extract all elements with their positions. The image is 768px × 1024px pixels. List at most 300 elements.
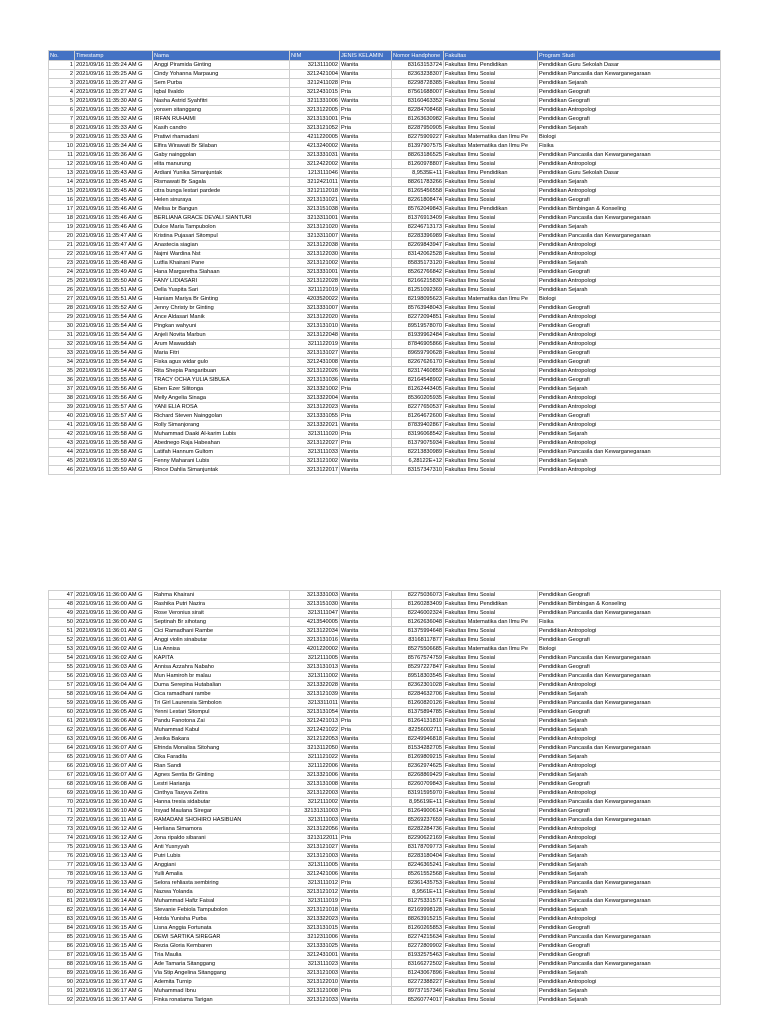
table-row — [49, 196, 721, 205]
cell-no: 65 — [49, 753, 75, 762]
cell-jenis-kelamin: Wanita — [340, 690, 392, 699]
cell-no: 4 — [49, 88, 75, 97]
cell-timestamp: 2021/09/16 11:35:54 AM G — [75, 313, 153, 322]
cell-nim: 3213121027 — [290, 843, 340, 852]
cell-nim: 3213131015 — [290, 924, 340, 933]
cell-jenis-kelamin: Wanita — [340, 466, 392, 475]
cell-jenis-kelamin: Wanita — [340, 654, 392, 663]
cell-no: 45 — [49, 457, 75, 466]
table-row — [49, 241, 721, 250]
cell-no: 7 — [49, 115, 75, 124]
cell-fakultas: Fakultas Ilmu Sosial — [444, 367, 538, 376]
cell-no: 18 — [49, 214, 75, 223]
cell-jenis-kelamin: Wanita — [340, 331, 392, 340]
cell-nomor-handphone: 81376913409 — [392, 214, 444, 223]
cell-timestamp: 2021/09/16 11:35:47 AM G — [75, 232, 153, 241]
cell-nama: Gaby nainggolan — [153, 151, 290, 160]
cell-timestamp: 2021/09/16 11:36:05 AM G — [75, 708, 153, 717]
cell-program-studi: Pendidikan Sejarah — [538, 457, 721, 466]
cell-nama: Najmi Wardina Nst — [153, 250, 290, 259]
cell-nama: Anggiani — [153, 861, 290, 870]
cell-program-studi: Pendidikan Sejarah — [538, 726, 721, 735]
cell-fakultas: Fakultas Ilmu Sosial — [444, 358, 538, 367]
cell-nama: Iqbal Ilvaldo — [153, 88, 290, 97]
cell-no: 70 — [49, 798, 75, 807]
cell-nim: 3213121002 — [290, 457, 340, 466]
cell-nama: Yenni Lestari Sitompul — [153, 708, 290, 717]
cell-timestamp: 2021/09/16 11:36:07 AM G — [75, 753, 153, 762]
cell-nim: 3213131008 — [290, 780, 340, 789]
cell-timestamp: 2021/09/16 11:35:54 AM G — [75, 358, 153, 367]
cell-nim: 3213121052 — [290, 124, 340, 133]
cell-program-studi: Pendidikan Sejarah — [538, 843, 721, 852]
table-row — [49, 771, 721, 780]
cell-fakultas: Fakultas Ilmu Sosial — [444, 852, 538, 861]
cell-no: 28 — [49, 304, 75, 313]
cell-no: 89 — [49, 969, 75, 978]
cell-program-studi: Pendidikan Antropologi — [538, 627, 721, 636]
cell-no: 3 — [49, 79, 75, 88]
cell-nomor-handphone: 81262636048 — [392, 618, 444, 627]
cell-nama: Latifah Hannum Gultom — [153, 448, 290, 457]
cell-nomor-handphone: 82246713173 — [392, 223, 444, 232]
table-row — [49, 79, 721, 88]
cell-no: 90 — [49, 978, 75, 987]
cell-nim: 3213122030 — [290, 250, 340, 259]
cell-no: 31 — [49, 331, 75, 340]
cell-nomor-handphone: 88261783266 — [392, 178, 444, 187]
cell-no: 58 — [49, 690, 75, 699]
cell-nim: 3213111019 — [290, 897, 340, 906]
cell-jenis-kelamin: Wanita — [340, 241, 392, 250]
cell-timestamp: 2021/09/16 11:35:43 AM G — [75, 169, 153, 178]
cell-fakultas: Fakultas Ilmu Sosial — [444, 466, 538, 475]
cell-nim: 3213331025 — [290, 942, 340, 951]
cell-fakultas: Fakultas Ilmu Sosial — [444, 897, 538, 906]
cell-timestamp: 2021/09/16 11:35:45 AM G — [75, 196, 153, 205]
cell-nim: 3213121012 — [290, 888, 340, 897]
cell-nama: Lutfia Khairani Pane — [153, 259, 290, 268]
cell-jenis-kelamin: Wanita — [340, 448, 392, 457]
cell-timestamp: 2021/09/16 11:35:32 AM G — [75, 115, 153, 124]
cell-nim: 3213311001 — [290, 214, 340, 223]
cell-program-studi: Pendidikan Antropologi — [538, 394, 721, 403]
cell-timestamp: 2021/09/16 11:35:46 AM G — [75, 214, 153, 223]
cell-program-studi: Pendidikan Antropologi — [538, 915, 721, 924]
cell-nim: 3213121020 — [290, 223, 340, 232]
cell-nama: Cici Ramadhani Rambe — [153, 627, 290, 636]
cell-program-studi: Pendidikan Sejarah — [538, 259, 721, 268]
cell-jenis-kelamin: Wanita — [340, 196, 392, 205]
cell-fakultas: Fakultas Ilmu Sosial — [444, 376, 538, 385]
cell-nim: 3213131010 — [290, 322, 340, 331]
cell-timestamp: 2021/09/16 11:36:13 AM G — [75, 870, 153, 879]
cell-timestamp: 2021/09/16 11:36:16 AM G — [75, 969, 153, 978]
cell-no: 62 — [49, 726, 75, 735]
cell-fakultas: Fakultas Matematika dan Ilmu Pe — [444, 645, 538, 654]
cell-nomor-handphone: 81260265853 — [392, 924, 444, 933]
cell-fakultas: Fakultas Ilmu Sosial — [444, 268, 538, 277]
table-row — [49, 780, 721, 789]
cell-nama: Hana Margaretha Siahaan — [153, 268, 290, 277]
cell-nomor-handphone: 82275909227 — [392, 133, 444, 142]
cell-fakultas: Fakultas Ilmu Sosial — [444, 591, 538, 600]
table-row — [49, 304, 721, 313]
cell-nama: Cindy Yohanna Marpaung — [153, 70, 290, 79]
cell-no: 14 — [49, 178, 75, 187]
cell-fakultas: Fakultas Ilmu Sosial — [444, 789, 538, 798]
cell-nama: IRFAN RUHAIMI — [153, 115, 290, 124]
cell-jenis-kelamin: Wanita — [340, 942, 392, 951]
cell-nama: Muhammad Daaki Al-karim Lubis — [153, 430, 290, 439]
cell-nama: Muhammad Hafiz Faisal — [153, 897, 290, 906]
table-row — [49, 636, 721, 645]
cell-nomor-handphone: 82284708468 — [392, 106, 444, 115]
table-row — [49, 457, 721, 466]
cell-program-studi: Pendidikan Sejarah — [538, 906, 721, 915]
cell-nomor-handphone: 82164548902 — [392, 376, 444, 385]
cell-nim: 3212411028 — [290, 79, 340, 88]
cell-nomor-handphone: 82282284736 — [392, 825, 444, 834]
cell-nim: 3213121039 — [290, 690, 340, 699]
cell-no: 13 — [49, 169, 75, 178]
table-body-page-2 — [49, 591, 721, 1005]
cell-nomor-handphone: 82361435753 — [392, 879, 444, 888]
cell-program-studi: Pendidikan Sejarah — [538, 124, 721, 133]
cell-jenis-kelamin: Pria — [340, 717, 392, 726]
cell-program-studi: Pendidikan Pancasila dan Kewarganegaraan — [538, 70, 721, 79]
cell-nama: Della Yuspita Sari — [153, 286, 290, 295]
cell-timestamp: 2021/09/16 11:35:30 AM G — [75, 97, 153, 106]
cell-program-studi: Pendidikan Pancasila dan Kewarganegaraan — [538, 214, 721, 223]
cell-nama: Dulce Maria Tampubolon — [153, 223, 290, 232]
cell-no: 76 — [49, 852, 75, 861]
table-row — [49, 61, 721, 70]
cell-jenis-kelamin: Wanita — [340, 421, 392, 430]
cell-no: 60 — [49, 708, 75, 717]
cell-timestamp: 2021/09/16 11:35:33 AM G — [75, 124, 153, 133]
cell-nama: BERLIANA GRACE DEVALI SIANTURI — [153, 214, 290, 223]
cell-nomor-handphone: 82283180404 — [392, 852, 444, 861]
cell-no: 50 — [49, 618, 75, 627]
cell-timestamp: 2021/09/16 11:35:47 AM G — [75, 241, 153, 250]
cell-fakultas: Fakultas Ilmu Sosial — [444, 88, 538, 97]
cell-nim: 3213122020 — [290, 313, 340, 322]
cell-nim: 3212421004 — [290, 70, 340, 79]
cell-timestamp: 2021/09/16 11:35:58 AM G — [75, 421, 153, 430]
cell-fakultas: Fakultas Ilmu Sosial — [444, 286, 538, 295]
cell-nomor-handphone: 85360205935 — [392, 394, 444, 403]
cell-nim: 3213111002 — [290, 672, 340, 681]
cell-no: 24 — [49, 268, 75, 277]
cell-fakultas: Fakultas Ilmu Sosial — [444, 124, 538, 133]
cell-program-studi: Pendidikan Antropologi — [538, 681, 721, 690]
cell-nomor-handphone: 82260709843 — [392, 780, 444, 789]
cell-program-studi: Pendidikan Antropologi — [538, 834, 721, 843]
cell-program-studi: Pendidikan Sejarah — [538, 870, 721, 879]
header-nim: NIM — [290, 51, 340, 61]
cell-program-studi: Pendidikan Geografi — [538, 358, 721, 367]
cell-program-studi: Pendidikan Antropologi — [538, 789, 721, 798]
cell-nomor-handphone: 82272388227 — [392, 978, 444, 987]
cell-nama: Irsyad Maulana Siregar — [153, 807, 290, 816]
cell-fakultas: Fakultas Ilmu Sosial — [444, 654, 538, 663]
cell-fakultas: Fakultas Ilmu Sosial — [444, 636, 538, 645]
cell-program-studi: Pendidikan Geografi — [538, 412, 721, 421]
cell-jenis-kelamin: Wanita — [340, 681, 392, 690]
cell-program-studi: Pendidikan Antropologi — [538, 187, 721, 196]
cell-nim: 3213122010 — [290, 978, 340, 987]
cell-fakultas: Fakultas Ilmu Pendidikan — [444, 205, 538, 214]
cell-no: 44 — [49, 448, 75, 457]
cell-no: 73 — [49, 825, 75, 834]
cell-nim: 3213122003 — [290, 789, 340, 798]
header-nomor-handphone: Nomor Handphone — [392, 51, 444, 61]
table-row — [49, 591, 721, 600]
cell-jenis-kelamin: Wanita — [340, 600, 392, 609]
cell-jenis-kelamin: Wanita — [340, 268, 392, 277]
cell-no: 69 — [49, 789, 75, 798]
header-nama: Nama — [153, 51, 290, 61]
cell-fakultas: Fakultas Ilmu Sosial — [444, 780, 538, 789]
cell-jenis-kelamin: Wanita — [340, 142, 392, 151]
cell-fakultas: Fakultas Ilmu Pendidikan — [444, 169, 538, 178]
table-row — [49, 609, 721, 618]
cell-no: 77 — [49, 861, 75, 870]
table-row — [49, 762, 721, 771]
cell-program-studi: Pendidikan Pancasila dan Kewarganegaraan — [538, 879, 721, 888]
cell-no: 9 — [49, 133, 75, 142]
cell-nomor-handphone: 83166272502 — [392, 960, 444, 969]
cell-timestamp: 2021/09/16 11:36:03 AM G — [75, 663, 153, 672]
cell-nama: Helen sinuraya — [153, 196, 290, 205]
cell-no: 72 — [49, 816, 75, 825]
cell-program-studi: Pendidikan Pancasila dan Kewarganegaraan — [538, 609, 721, 618]
cell-timestamp: 2021/09/16 11:35:25 AM G — [75, 70, 153, 79]
cell-nim: 3213121033 — [290, 996, 340, 1005]
cell-nama: Rince Dahlia Simanjuntak — [153, 466, 290, 475]
table-row — [49, 654, 721, 663]
cell-no: 21 — [49, 241, 75, 250]
header-jenis-kelamin: JENIS KELAMIN — [340, 51, 392, 61]
cell-no: 92 — [49, 996, 75, 1005]
cell-nomor-handphone: 85261552568 — [392, 870, 444, 879]
cell-nim: 3212112018 — [290, 187, 340, 196]
cell-nim: 4213540005 — [290, 618, 340, 627]
spreadsheet-table-page-1 — [48, 50, 721, 475]
cell-fakultas: Fakultas Ilmu Sosial — [444, 160, 538, 169]
cell-nomor-handphone: 89737157346 — [392, 987, 444, 996]
table-row — [49, 169, 721, 178]
cell-fakultas: Fakultas Ilmu Sosial — [444, 735, 538, 744]
cell-no: 11 — [49, 151, 75, 160]
cell-no: 74 — [49, 834, 75, 843]
cell-nomor-handphone: 87839402867 — [392, 421, 444, 430]
cell-nim: 3213111002 — [290, 61, 340, 70]
cell-nomor-handphone: 82213830989 — [392, 448, 444, 457]
cell-program-studi: Pendidikan Geografi — [538, 322, 721, 331]
cell-fakultas: Fakultas Ilmu Sosial — [444, 726, 538, 735]
cell-nama: Duma Serepina Hutabalian — [153, 681, 290, 690]
table-row — [49, 70, 721, 79]
cell-no: 29 — [49, 313, 75, 322]
cell-timestamp: 2021/09/16 11:36:15 AM G — [75, 924, 153, 933]
cell-nim: 3213122028 — [290, 277, 340, 286]
cell-nim: 3212421013 — [290, 717, 340, 726]
cell-nomor-handphone: 83178709773 — [392, 843, 444, 852]
cell-jenis-kelamin: Wanita — [340, 403, 392, 412]
cell-jenis-kelamin: Wanita — [340, 852, 392, 861]
cell-program-studi: Biologi — [538, 133, 721, 142]
cell-nomor-handphone: 83191595970 — [392, 789, 444, 798]
cell-nomor-handphone: 87561688007 — [392, 88, 444, 97]
cell-jenis-kelamin: Pria — [340, 879, 392, 888]
cell-fakultas: Fakultas Ilmu Sosial — [444, 717, 538, 726]
cell-nomor-handphone: 8,95619E+11 — [392, 798, 444, 807]
header-no: No. — [49, 51, 75, 61]
cell-fakultas: Fakultas Ilmu Sosial — [444, 753, 538, 762]
cell-fakultas: Fakultas Ilmu Sosial — [444, 834, 538, 843]
cell-fakultas: Fakultas Ilmu Sosial — [444, 214, 538, 223]
cell-nomor-handphone: 83142062528 — [392, 250, 444, 259]
cell-nim: 3213322023 — [290, 915, 340, 924]
cell-nomor-handphone: 85763948043 — [392, 304, 444, 313]
cell-jenis-kelamin: Wanita — [340, 744, 392, 753]
cell-program-studi: Pendidikan Antropologi — [538, 160, 721, 169]
cell-nama: Anggi Piramida Ginting — [153, 61, 290, 70]
table-row — [49, 142, 721, 151]
cell-nama: Mun Hamiroh br malau — [153, 672, 290, 681]
table-row — [49, 106, 721, 115]
cell-jenis-kelamin: Wanita — [340, 699, 392, 708]
cell-nama: Hanna tresia sidabutar — [153, 798, 290, 807]
cell-no: 48 — [49, 600, 75, 609]
table-row — [49, 115, 721, 124]
cell-fakultas: Fakultas Ilmu Sosial — [444, 906, 538, 915]
cell-timestamp: 2021/09/16 11:35:51 AM G — [75, 286, 153, 295]
cell-nomor-handphone: 88263915215 — [392, 915, 444, 924]
table-row — [49, 897, 721, 906]
table-row — [49, 843, 721, 852]
cell-no: 81 — [49, 897, 75, 906]
cell-timestamp: 2021/09/16 11:35:27 AM G — [75, 79, 153, 88]
cell-nim: 3213111023 — [290, 960, 340, 969]
cell-timestamp: 2021/09/16 11:35:50 AM G — [75, 277, 153, 286]
cell-timestamp: 2021/09/16 11:36:15 AM G — [75, 915, 153, 924]
cell-fakultas: Fakultas Ilmu Sosial — [444, 924, 538, 933]
cell-no: 39 — [49, 403, 75, 412]
cell-fakultas: Fakultas Ilmu Pendidikan — [444, 61, 538, 70]
cell-nama: Efrinda Monalisa Sitohang — [153, 744, 290, 753]
cell-nim: 3213322021 — [290, 421, 340, 430]
cell-nim: 3213331055 — [290, 412, 340, 421]
table-row — [49, 987, 721, 996]
cell-timestamp: 2021/09/16 11:35:56 AM G — [75, 394, 153, 403]
cell-timestamp: 2021/09/16 11:36:06 AM G — [75, 735, 153, 744]
cell-fakultas: Fakultas Ilmu Sosial — [444, 771, 538, 780]
cell-program-studi: Pendidikan Pancasila dan Kewarganegaraan — [538, 744, 721, 753]
cell-fakultas: Fakultas Ilmu Sosial — [444, 879, 538, 888]
cell-fakultas: Fakultas Ilmu Sosial — [444, 798, 538, 807]
cell-program-studi: Pendidikan Antropologi — [538, 466, 721, 475]
cell-program-studi: Pendidikan Antropologi — [538, 340, 721, 349]
cell-jenis-kelamin: Wanita — [340, 735, 392, 744]
cell-program-studi: Pendidikan Sejarah — [538, 987, 721, 996]
cell-nama: Sem Purba — [153, 79, 290, 88]
cell-nama: citra bunga lestari pardede — [153, 187, 290, 196]
cell-jenis-kelamin: Wanita — [340, 888, 392, 897]
cell-nomor-handphone: 81939962484 — [392, 331, 444, 340]
cell-nama: Rian Sandi — [153, 762, 290, 771]
cell-program-studi: Pendidikan Sejarah — [538, 430, 721, 439]
cell-no: 25 — [49, 277, 75, 286]
cell-no: 36 — [49, 376, 75, 385]
cell-fakultas: Fakultas Ilmu Sosial — [444, 627, 538, 636]
cell-jenis-kelamin: Wanita — [340, 250, 392, 259]
cell-jenis-kelamin: Wanita — [340, 232, 392, 241]
cell-jenis-kelamin: Pria — [340, 412, 392, 421]
cell-fakultas: Fakultas Ilmu Sosial — [444, 322, 538, 331]
cell-no: 57 — [49, 681, 75, 690]
table-row — [49, 627, 721, 636]
table-row — [49, 789, 721, 798]
cell-nim: 3213131054 — [290, 708, 340, 717]
cell-program-studi: Pendidikan Antropologi — [538, 106, 721, 115]
cell-timestamp: 2021/09/16 11:36:10 AM G — [75, 798, 153, 807]
cell-nama: Nazwa Yolanda — [153, 888, 290, 897]
cell-nama: Maria Fitri — [153, 349, 290, 358]
cell-program-studi: Pendidikan Sejarah — [538, 717, 721, 726]
cell-timestamp: 2021/09/16 11:36:00 AM G — [75, 618, 153, 627]
cell-timestamp: 2021/09/16 11:36:17 AM G — [75, 987, 153, 996]
cell-no: 49 — [49, 609, 75, 618]
cell-nomor-handphone: 85260774017 — [392, 996, 444, 1005]
cell-nim: 3213122048 — [290, 331, 340, 340]
cell-nama: Putri Lubis — [153, 852, 290, 861]
cell-program-studi: Pendidikan Antropologi — [538, 825, 721, 834]
cell-no: 19 — [49, 223, 75, 232]
cell-nama: Tria Maulia — [153, 951, 290, 960]
cell-jenis-kelamin: Wanita — [340, 277, 392, 286]
cell-timestamp: 2021/09/16 11:35:40 AM G — [75, 160, 153, 169]
cell-program-studi: Fisika — [538, 618, 721, 627]
cell-nama: Haniam Mariya Br Ginting — [153, 295, 290, 304]
cell-nomor-handphone: 89659790628 — [392, 349, 444, 358]
cell-timestamp: 2021/09/16 11:36:13 AM G — [75, 843, 153, 852]
cell-fakultas: Fakultas Ilmu Sosial — [444, 106, 538, 115]
cell-program-studi: Pendidikan Pancasila dan Kewarganegaraan — [538, 699, 721, 708]
cell-program-studi: Pendidikan Antropologi — [538, 762, 721, 771]
cell-fakultas: Fakultas Ilmu Sosial — [444, 394, 538, 403]
cell-jenis-kelamin: Wanita — [340, 322, 392, 331]
cell-timestamp: 2021/09/16 11:35:36 AM G — [75, 151, 153, 160]
cell-timestamp: 2021/09/16 11:35:51 AM G — [75, 295, 153, 304]
cell-nim: 3213121002 — [290, 259, 340, 268]
cell-jenis-kelamin: Wanita — [340, 214, 392, 223]
cell-program-studi: Pendidikan Geografi — [538, 304, 721, 313]
cell-timestamp: 2021/09/16 11:35:45 AM G — [75, 187, 153, 196]
cell-nomor-handphone: 82246002324 — [392, 609, 444, 618]
cell-fakultas: Fakultas Ilmu Sosial — [444, 97, 538, 106]
cell-jenis-kelamin: Pria — [340, 439, 392, 448]
cell-nomor-handphone: 88263186525 — [392, 151, 444, 160]
cell-program-studi: Biologi — [538, 645, 721, 654]
cell-jenis-kelamin: Wanita — [340, 349, 392, 358]
table-row — [49, 834, 721, 843]
cell-timestamp: 2021/09/16 11:36:12 AM G — [75, 825, 153, 834]
cell-no: 41 — [49, 421, 75, 430]
cell-no: 55 — [49, 663, 75, 672]
